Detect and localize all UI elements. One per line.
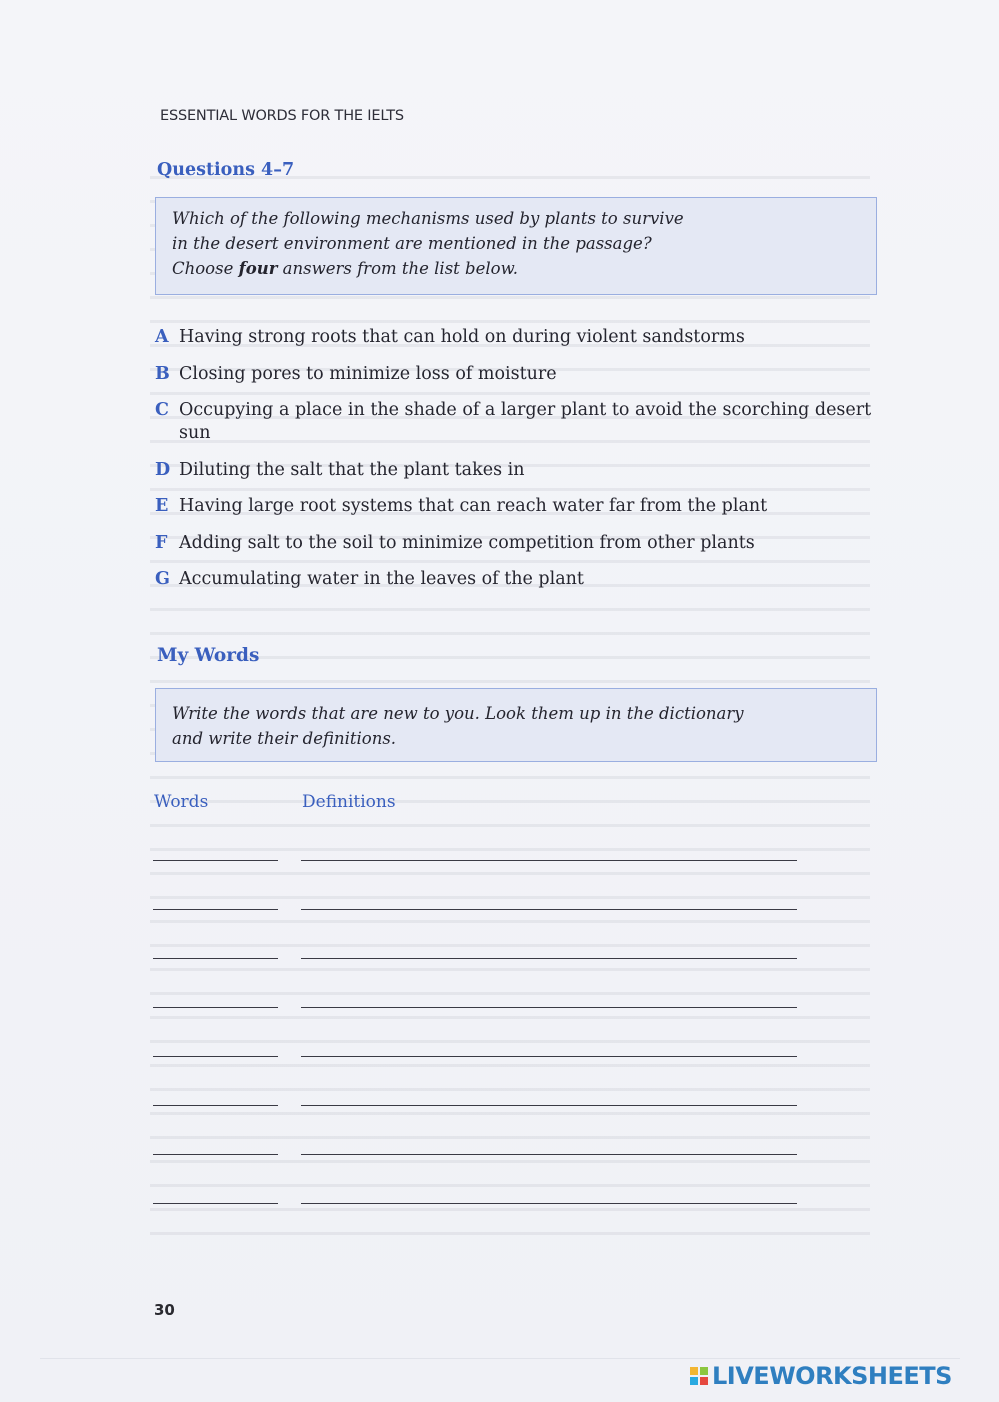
definition-line[interactable] <box>301 1203 797 1204</box>
option-text: Closing pores to minimize loss of moisture <box>179 363 557 384</box>
option-text: Diluting the salt that the plant takes in <box>179 459 525 480</box>
option-letter: A <box>155 327 169 347</box>
definition-line[interactable] <box>301 1007 797 1008</box>
my-words-instruction-box <box>155 688 877 762</box>
option-letter: E <box>155 496 169 516</box>
my-words-instruction-line-2: and write their definitions. <box>172 729 397 748</box>
word-line[interactable] <box>153 860 278 861</box>
word-line[interactable] <box>153 1007 278 1008</box>
definition-line[interactable] <box>301 860 797 861</box>
definition-line[interactable] <box>301 958 797 959</box>
instruction-line-3 <box>172 256 862 281</box>
option-e <box>155 495 880 518</box>
option-a <box>155 326 880 349</box>
liveworksheets-mark-icon <box>690 1367 708 1385</box>
page-number: 30 <box>154 1301 175 1319</box>
word-line[interactable] <box>153 958 278 959</box>
instruction-bold-four: four <box>238 259 278 278</box>
definition-line[interactable] <box>301 1105 797 1106</box>
running-head: ESSENTIAL WORDS FOR THE IELTS <box>160 108 404 124</box>
definition-line[interactable] <box>301 1056 797 1057</box>
word-line[interactable] <box>153 1105 278 1106</box>
word-line[interactable] <box>153 1056 278 1057</box>
liveworksheets-logo <box>690 1362 952 1390</box>
option-text: Adding salt to the soil to minimize competition from other plants <box>179 532 755 553</box>
option-f <box>155 532 880 555</box>
option-letter: D <box>155 459 171 480</box>
words-column-header: Words <box>154 792 209 812</box>
option-text: Having large root systems that can reach water far from the plant <box>179 496 768 516</box>
instruction-line-1: Which of the following mechanisms used by plants to survive <box>172 209 684 228</box>
option-c <box>155 399 880 445</box>
definitions-column-header: Definitions <box>302 792 396 812</box>
option-letter: G <box>155 569 170 589</box>
option-text: Having strong roots that can hold on during violent sandstorms <box>179 327 745 347</box>
word-line[interactable] <box>153 1154 278 1155</box>
my-words-instruction-line-1: Write the words that are new to you. Look them up in the dictionary <box>172 704 744 723</box>
instruction-pre: Choose <box>172 259 239 278</box>
questions-title: Questions 4–7 <box>157 160 295 180</box>
instruction-line-2: in the desert environment are mentioned in the passage? <box>172 234 652 253</box>
definition-line[interactable] <box>301 909 797 910</box>
option-text: Accumulating water in the leaves of the plant <box>179 569 584 589</box>
option-letter: F <box>155 532 168 553</box>
definition-line[interactable] <box>301 1154 797 1155</box>
questions-instruction-box <box>155 197 877 295</box>
option-d <box>155 459 880 482</box>
answer-options-list <box>155 326 880 605</box>
option-g <box>155 568 880 591</box>
option-text: Occupying a place in the shade of a larger plant to avoid the scorching desert sun <box>179 400 872 443</box>
instruction-post: answers from the list below. <box>277 259 519 278</box>
option-letter: C <box>155 400 169 420</box>
option-letter: B <box>155 363 170 384</box>
word-line[interactable] <box>153 909 278 910</box>
my-words-title: My Words <box>157 645 260 666</box>
word-line[interactable] <box>153 1203 278 1204</box>
option-b <box>155 363 880 386</box>
footer-divider <box>40 1358 960 1359</box>
liveworksheets-wordmark: LIVEWORKSHEETS <box>712 1362 952 1390</box>
